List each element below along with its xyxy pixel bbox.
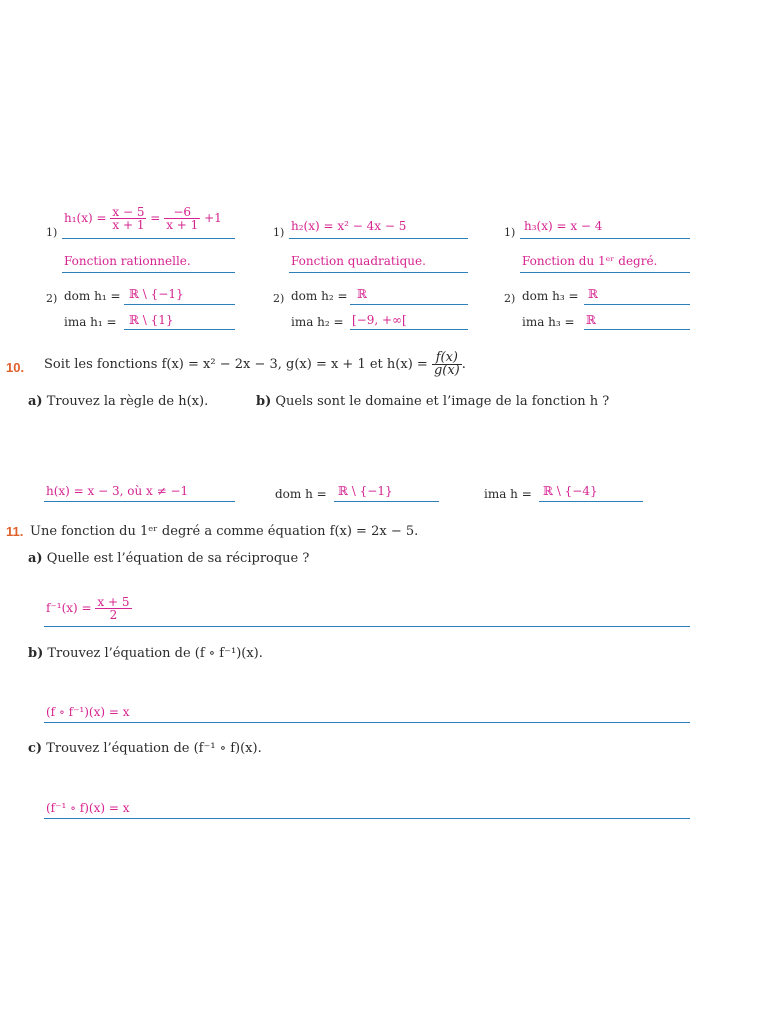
item-number: 1): [504, 226, 516, 239]
question-part-c: c) Trouvez l’équation de (f⁻¹ ∘ f)(x).: [28, 741, 262, 756]
answer-rule: h(x) = x − 3, où x ≠ −1: [46, 484, 189, 498]
dom-label: dom h₃ =: [522, 289, 579, 303]
answer-line: [289, 272, 468, 273]
dom-value: ℝ \ {−1}: [129, 287, 184, 301]
statement-fraction: $\frac{f(x)}{g(x)}$: [433, 350, 460, 378]
h1-fraction-2: $\frac{-6}{x + 1}$: [166, 205, 199, 232]
question-number: 11.: [6, 524, 24, 539]
dom-value: ℝ: [357, 287, 367, 301]
answer-line: [289, 238, 468, 239]
item-number: 2): [46, 292, 58, 305]
question-part-b: b) Quels sont le domaine et l’image de la fonction h ?: [256, 394, 610, 409]
question-part-a: a) Quelle est l’équation de sa réciproque ?: [28, 551, 310, 566]
answer-line: [520, 272, 690, 273]
answer-line: [334, 501, 439, 502]
h1-fraction-1: $\frac{x - 5}{x + 1}$: [112, 205, 145, 232]
function-type: Fonction du 1ᵉʳ degré.: [522, 254, 658, 268]
answer-line: [44, 501, 235, 502]
answer-line: [584, 329, 690, 330]
h1-lhs: h₁(x) =: [64, 211, 107, 225]
h3-rule: h₃(x) = x − 4: [524, 219, 603, 233]
answer-line: [539, 501, 643, 502]
answer-composition: (f⁻¹ ∘ f)(x) = x: [46, 801, 130, 815]
answer-line: [350, 329, 468, 330]
function-type: Fonction quadratique.: [291, 254, 426, 268]
ima-value: ℝ \ {1}: [129, 313, 174, 327]
answer-line: [520, 238, 690, 239]
item-number: 1): [273, 226, 285, 239]
ima-value: ℝ: [586, 313, 596, 327]
h1-rule: h₁(x) = $\frac{x - 5}{x + 1}$ = $\frac{-6}{x + 1}$ +1: [64, 205, 222, 232]
dom-label: dom h₂ =: [291, 289, 348, 303]
answer-line: [44, 722, 690, 723]
ima-value: ℝ \ {−4}: [543, 484, 598, 498]
question-statement: Soit les fonctions f(x) = x² − 2x − 3, g(x) = x + 1 et h(x) = $\frac{f(x)}{g(x)}$ .: [44, 350, 466, 378]
function-type: Fonction rationnelle.: [64, 254, 191, 268]
dom-label: dom h =: [275, 487, 327, 501]
answer-line: [44, 818, 690, 819]
question-number: 10.: [6, 360, 25, 375]
answer-line: [44, 626, 690, 627]
answer-line: [584, 304, 690, 305]
answer-line: [350, 304, 468, 305]
item-number: 2): [273, 292, 285, 305]
answer-line: [62, 238, 235, 239]
answer-line: [124, 304, 235, 305]
ima-label: ima h₁ =: [64, 315, 117, 329]
question-part-b: b) Trouvez l’équation de (f ∘ f⁻¹)(x).: [28, 646, 263, 661]
dom-label: dom h₁ =: [64, 289, 121, 303]
dom-value: ℝ: [588, 287, 598, 301]
item-number: 2): [504, 292, 516, 305]
answer-line: [62, 272, 235, 273]
item-number: 1): [46, 226, 58, 239]
answer-composition: (f ∘ f⁻¹)(x) = x: [46, 705, 130, 719]
ima-label: ima h₂ =: [291, 315, 344, 329]
answer-inverse: f⁻¹(x) = $\frac{x + 5}{2}$: [46, 595, 130, 622]
h2-rule: h₂(x) = x² − 4x − 5: [291, 219, 407, 233]
inverse-fraction: $\frac{x + 5}{2}$: [97, 595, 130, 622]
question-statement: Une fonction du 1ᵉʳ degré a comme équation f(x) = 2x − 5.: [30, 524, 419, 539]
ima-label: ima h =: [484, 487, 532, 501]
ima-label: ima h₃ =: [522, 315, 575, 329]
dom-value: ℝ \ {−1}: [338, 484, 393, 498]
ima-value: [−9, +∞[: [352, 313, 407, 327]
question-part-a: a) Trouvez la règle de h(x).: [28, 394, 209, 409]
answer-line: [124, 329, 235, 330]
